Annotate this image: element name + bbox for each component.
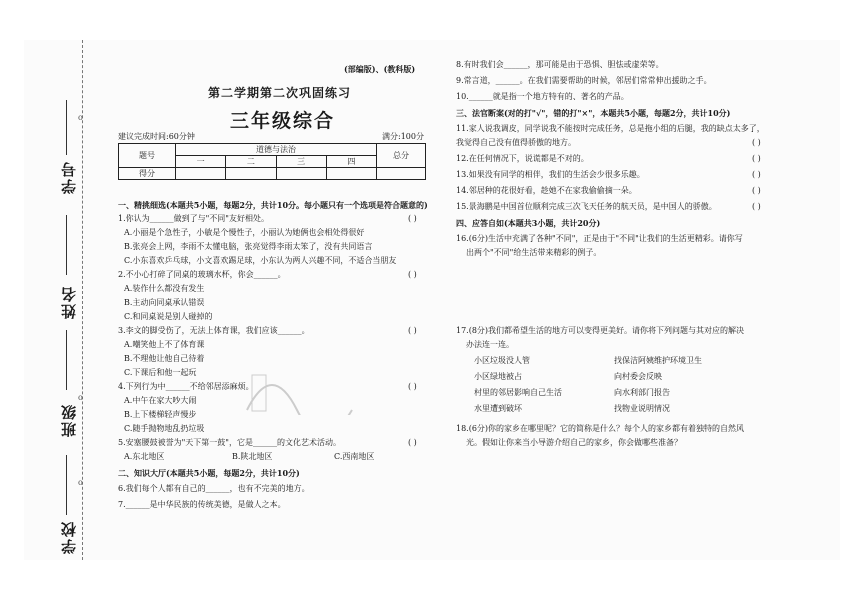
option-2a: A.装作什么都没有发生 bbox=[124, 284, 205, 293]
question-6: 6.我们每个人都有自己的______，也有不完美的地方。 bbox=[118, 484, 310, 493]
option-2c: C.和同桌说是别人碰掉的 bbox=[124, 312, 213, 321]
score-table bbox=[118, 143, 426, 180]
option-3c: C.下课后和他一起玩 bbox=[124, 368, 197, 377]
question-17: 17.(8分)我们都希望生活的地方可以变得更美好。请你将下列问题与其对应的解决 bbox=[456, 326, 745, 335]
score-cell[interactable] bbox=[276, 168, 326, 180]
match-right-item[interactable]: 找保洁阿姨维护环境卫生 bbox=[614, 356, 702, 365]
question-17-cont: 办法连一连。 bbox=[466, 340, 514, 349]
option-4c: C.随手抛物地乱扔垃圾 bbox=[124, 424, 205, 433]
score-table-num: 一 bbox=[176, 156, 226, 168]
option-1b: B.张亮会上网，李雨不太懂电脑，张亮觉得李雨太笨了，没有共同语言 bbox=[124, 242, 373, 251]
match-right-item[interactable]: 向水利部门报告 bbox=[614, 388, 670, 397]
question-18: 18.(6分)你的家乡在哪里呢？它的简称是什么？每个人的家乡都有着独特的自然风 bbox=[456, 424, 745, 433]
question-18-cont: 光。假如让你来当小导游介绍自己的家乡，你会做哪些准备？ bbox=[466, 438, 682, 447]
section2-heading: 二、知识大厅(本题共5小题，每题2分，共计10分) bbox=[118, 468, 300, 478]
question-10: 10.______就是指一个地方特有的、著名的产品。 bbox=[456, 92, 629, 101]
answer-paren-15[interactable]: ( ) bbox=[752, 202, 761, 211]
score-table-num: 三 bbox=[276, 156, 326, 168]
answer-paren-11[interactable]: ( ) bbox=[752, 138, 761, 147]
answer-paren-12[interactable]: ( ) bbox=[752, 154, 761, 163]
edition-label: (部编版)、(教科版) bbox=[344, 64, 416, 74]
class-line bbox=[66, 330, 67, 390]
score-label: 满分:100分 bbox=[382, 132, 424, 141]
match-right-item[interactable]: 找物业说明情况 bbox=[614, 404, 670, 413]
option-3a: A.嘲笑他上不了体育课 bbox=[124, 340, 205, 349]
question-3: 3.李文的脚受伤了，无法上体育课，我们应该______。 bbox=[118, 326, 310, 335]
score-cell[interactable] bbox=[377, 168, 426, 180]
score-cell[interactable] bbox=[226, 168, 276, 180]
option-5b: B.陕北地区 bbox=[232, 452, 273, 461]
page-title: 三年级综合 bbox=[230, 110, 336, 132]
match-left-item[interactable]: 小区垃圾没人管 bbox=[474, 356, 530, 365]
binding-tick: o bbox=[78, 113, 83, 122]
time-label: 建议完成时间:60分钟 bbox=[118, 132, 195, 141]
class-label: 班级 bbox=[60, 403, 78, 437]
student-id-label: 学号 bbox=[60, 160, 78, 194]
question-14: 14.邻居种的花很好看，趁她不在家我偷偷摘一朵。 bbox=[456, 186, 637, 195]
question-8: 8.有时我们会______，那可能是由于恐惧、胆怯或虚荣等。 bbox=[456, 60, 664, 69]
question-16-cont: 出两个"不同"给生活带来精彩的例子。 bbox=[466, 248, 602, 257]
match-left-item[interactable]: 水里遭到破坏 bbox=[474, 404, 522, 413]
question-13: 13.如果没有同学的相伴，我们的生活会少很多乐趣。 bbox=[456, 170, 645, 179]
option-4b: B.上下楼梯轻声慢步 bbox=[124, 410, 197, 419]
question-16: 16.(6分)生活中充满了各种"不同"，正是由于"不同"让我们的生活更精彩。请你写 bbox=[456, 234, 743, 243]
question-11: 11.家人说我调皮，同学说我不能按时完成任务，总是拖小组的后腿，我的缺点太多了， bbox=[456, 124, 765, 133]
answer-paren-4[interactable]: ( ) bbox=[408, 382, 417, 391]
match-left-item[interactable]: 小区绿地被占 bbox=[474, 372, 522, 381]
right-page bbox=[456, 40, 786, 560]
student-id-line bbox=[66, 100, 67, 155]
school-label: 学校 bbox=[60, 520, 78, 554]
option-5c: C.西南地区 bbox=[334, 452, 375, 461]
option-4a: A.中午在家大吵大闹 bbox=[124, 396, 197, 405]
faint-bleed-through-drawing bbox=[242, 355, 362, 415]
option-1a: A.小丽是个急性子，小敏是个慢性子，小丽认为她俩也会相处得很好 bbox=[124, 228, 365, 237]
score-table-subject: 道德与法治 bbox=[176, 144, 377, 156]
name-label: 姓名 bbox=[60, 285, 78, 319]
score-cell[interactable] bbox=[176, 168, 226, 180]
score-table-num: 四 bbox=[326, 156, 376, 168]
school-line bbox=[66, 455, 67, 515]
score-cell[interactable] bbox=[326, 168, 376, 180]
binding-tick: o bbox=[78, 393, 83, 402]
answer-paren-2[interactable]: ( ) bbox=[408, 270, 417, 279]
binding-tick: o bbox=[78, 478, 83, 487]
option-3b: B.不理他让他自己待着 bbox=[124, 354, 205, 363]
answer-paren-3[interactable]: ( ) bbox=[408, 326, 417, 335]
option-5a: A.东北地区 bbox=[124, 452, 165, 461]
question-9: 9.常言道，______。在我们需要帮助的时候，邻居们常常伸出援助之手。 bbox=[456, 76, 712, 85]
question-2: 2.不小心打碎了同桌的玻璃水杯，你会______。 bbox=[118, 270, 286, 279]
option-1c: C.小东喜欢乒乓球，小文喜欢踢足球，小东认为两人兴趣不同，不适合当朋友 bbox=[124, 256, 397, 265]
score-table-num: 二 bbox=[226, 156, 276, 168]
question-7: 7.______是中华民族的传统美德，是做人之本。 bbox=[118, 500, 286, 509]
match-right-item[interactable]: 向村委会反映 bbox=[614, 372, 662, 381]
score-table-q-label: 题号 bbox=[119, 144, 176, 168]
question-4: 4.下列行为中______不给邻居添麻烦。 bbox=[118, 382, 254, 391]
score-table-score-label: 得分 bbox=[119, 168, 176, 180]
left-page bbox=[112, 40, 447, 560]
answer-paren-14[interactable]: ( ) bbox=[752, 186, 761, 195]
answer-paren-5[interactable]: ( ) bbox=[408, 438, 417, 447]
match-left-item[interactable]: 村里的邻居影响自己生活 bbox=[474, 388, 562, 397]
question-11-cont: 我觉得自己没有值得骄傲的地方。 bbox=[456, 138, 576, 147]
section3-heading: 三、法官断案(对的打"√"，错的打"×"，本题共5小题，每题2分，共计10分) bbox=[456, 108, 731, 118]
option-2b: B.主动向同桌承认错误 bbox=[124, 298, 205, 307]
question-1: 1.你认为______做到了与"不同"友好相处。 bbox=[118, 214, 269, 223]
question-12: 12.在任何情况下，说谎都是不对的。 bbox=[456, 154, 589, 163]
section1-heading: 一、精挑细选(本题共5小题，每题2分，共计10分。每小题只有一个选项是符合题意的) bbox=[118, 200, 428, 210]
name-line bbox=[66, 215, 67, 275]
section4-heading: 四、应答自如(本题共3小题，共计20分) bbox=[456, 218, 601, 228]
question-5: 5.安塞腰鼓被誉为"天下第一鼓"，它是______的文化艺术活动。 bbox=[118, 438, 341, 447]
semester-title: 第二学期第二次巩固练习 bbox=[208, 86, 352, 100]
score-table-total: 总分 bbox=[377, 144, 426, 168]
question-15: 15.景海鹏是中国首位顺利完成三次飞天任务的航天员，是中国人的骄傲。 bbox=[456, 202, 717, 211]
answer-paren-13[interactable]: ( ) bbox=[752, 170, 761, 179]
answer-paren-1[interactable]: ( ) bbox=[408, 214, 417, 223]
